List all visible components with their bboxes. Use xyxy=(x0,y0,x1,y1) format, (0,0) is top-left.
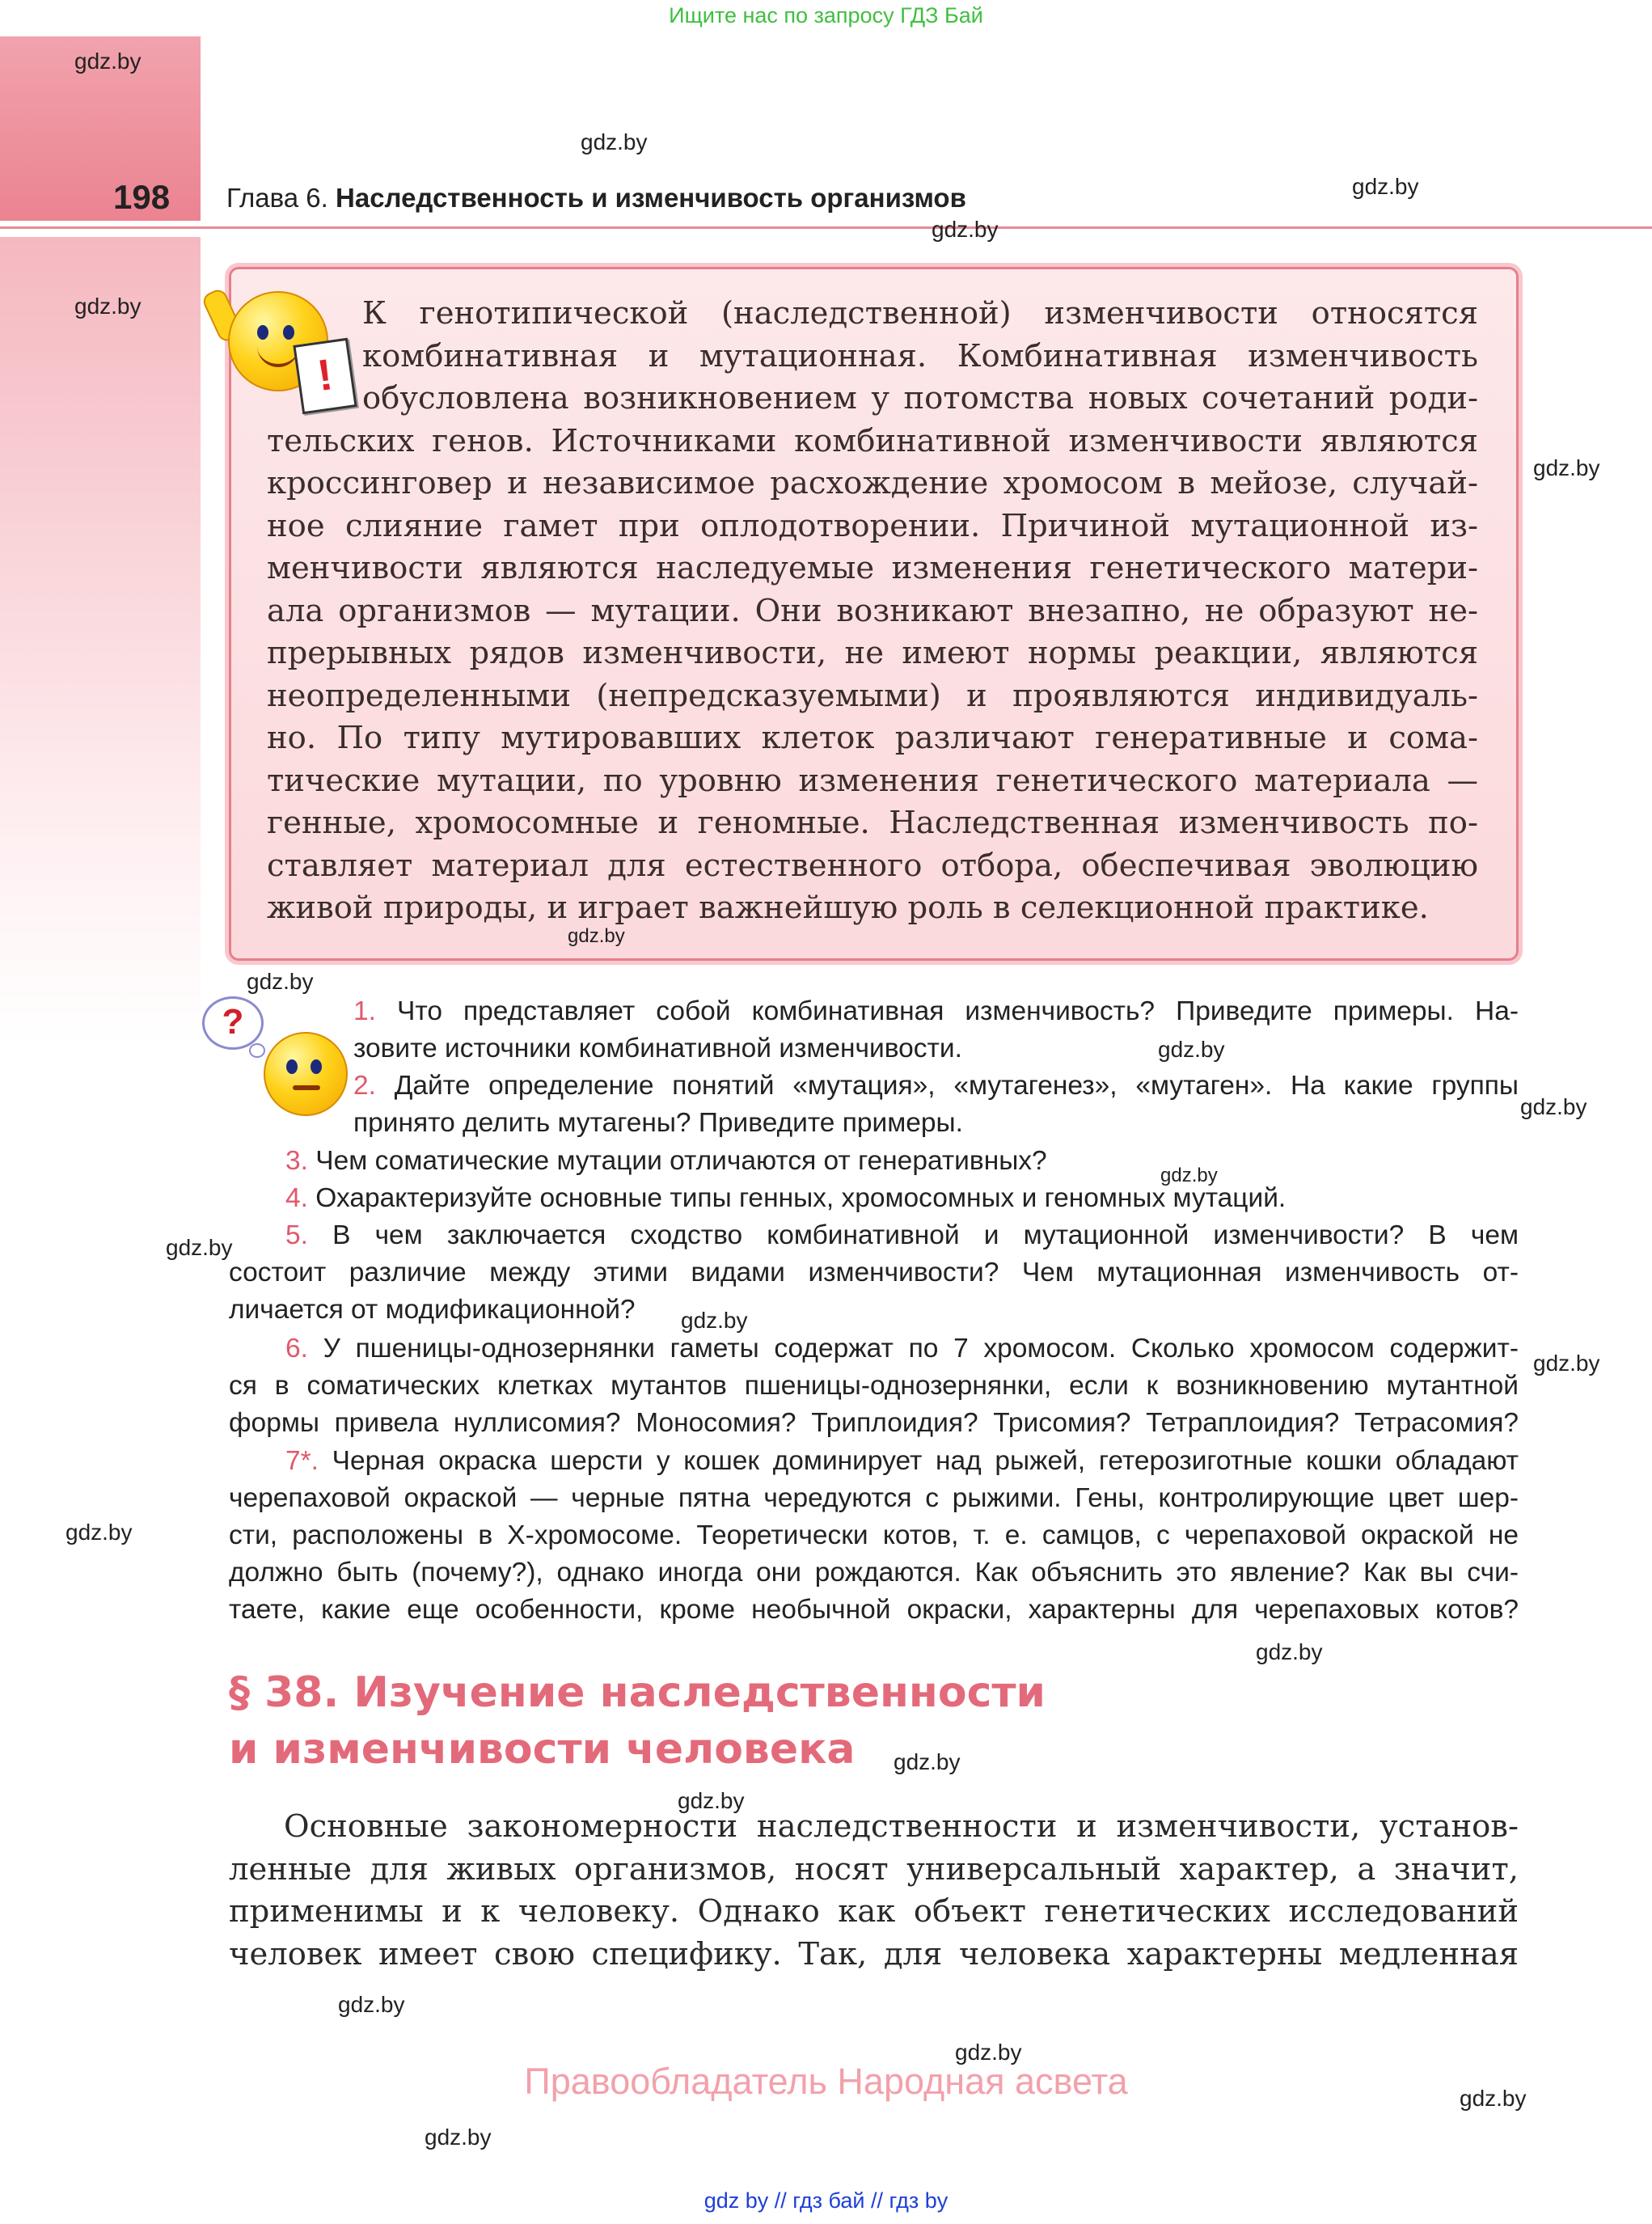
watermark: gdz.by xyxy=(425,2125,492,2150)
info-line: кроссинговер и независимое расхождение хромосом в мейозе, случай- xyxy=(267,465,1478,501)
watermark: gdz.by xyxy=(1352,174,1419,199)
question-text: Черная окраска шерсти у кошек доминирует над рыжей, гетерозиготные кошки обладают xyxy=(332,1446,1519,1476)
watermark: gdz.by xyxy=(681,1308,748,1333)
question-text: таете, какие еще особенности, кроме необычной окраски, характерны для черепаховых котов? xyxy=(229,1595,1519,1625)
side-gradient-strip xyxy=(0,237,201,1046)
question-number: 5. xyxy=(285,1220,308,1250)
body-line: человек имеет свою специфику. Так, для человека характерны медленная xyxy=(229,1935,1519,1972)
info-line: но. По типу мутировавших клеток различают генеративные и сома- xyxy=(267,720,1478,756)
info-line: ное слияние гамет при оплодотворении. Причиной мутационной из- xyxy=(267,507,1478,544)
question-text: Дайте определение понятий «мутация», «мутагенез», «мутаген». На какие группы xyxy=(394,1071,1519,1101)
question-text: ся в соматических клетках мутантов пшеницы-однозернянки, если к возникновению мутантной xyxy=(229,1371,1519,1401)
chapter-prefix: Глава 6. xyxy=(226,183,328,213)
question-number: 1. xyxy=(353,996,376,1026)
question-text: принято делить мутагены? Приведите примеры. xyxy=(353,1108,963,1138)
question-text: Что представляет собой комбинативная изменчивость? Приведите примеры. На- xyxy=(397,996,1519,1026)
watermark: gdz.by xyxy=(166,1235,233,1260)
info-line: генные, хромосомные и геномные. Наследственная изменчивость по- xyxy=(267,805,1478,841)
watermark: gdz.by xyxy=(74,49,142,74)
info-line: обусловлена возникновением у потомства новых сочетаний роди- xyxy=(362,380,1478,416)
question-text: Охарактеризуйте основные типы генных, хромосомных и геномных мутаций. xyxy=(315,1183,1287,1213)
question-text: В чем заключается сходство комбинативной и мутационной изменчивости? В чем xyxy=(332,1220,1519,1250)
info-line: ала организмов — мутации. Они возникают внезапно, не образуют не- xyxy=(267,592,1478,629)
info-line: ставляет материал для естественного отбора, обеспечивая эволюцию xyxy=(267,847,1478,884)
question-text: Чем соматические мутации отличаются от генеративных? xyxy=(315,1146,1047,1176)
body-text xyxy=(229,1806,1519,1976)
smiley-question-icon: ? xyxy=(202,996,348,1118)
info-line: комбинативная и мутационная. Комбинативная изменчивость xyxy=(362,337,1478,374)
question-text: У пшеницы-однозернянки гаметы содержат по 7 хромосом. Сколько хромосом содержит- xyxy=(323,1334,1519,1364)
question-text: зовите источники комбинативной изменчивости. xyxy=(353,1034,962,1063)
question-number: 2. xyxy=(353,1071,376,1101)
watermark: gdz.by xyxy=(1158,1037,1225,1062)
question-number: 4. xyxy=(285,1183,308,1213)
question-text: сти, расположены в X-хромосоме. Теоретически котов, т. е. самцов, с черепаховой окраской не xyxy=(229,1520,1519,1550)
section-title-line: § 38. Изучение наследственности xyxy=(229,1668,1046,1717)
question-text: личается от модификационной? xyxy=(229,1295,636,1325)
body-line: ленные для живых организмов, носят универсальный характер, а значит, xyxy=(229,1850,1519,1888)
watermark: gdz.by xyxy=(955,2040,1022,2065)
question-text: состоит различие между этими видами изменчивости? Чем мутационная изменчивость от- xyxy=(229,1258,1519,1287)
body-line: применимы и к человеку. Однако как объект генетических исследований xyxy=(229,1893,1519,1930)
page-number: 198 xyxy=(113,178,171,216)
watermark: gdz.by xyxy=(932,217,999,242)
watermark: gdz.by xyxy=(1520,1094,1587,1119)
top-notice: Ищите нас по запросу ГДЗ Бай xyxy=(669,3,983,27)
question-item xyxy=(353,993,1519,1068)
info-line: тические мутации, по уровню изменения генетического материала — xyxy=(267,762,1478,799)
question-item xyxy=(229,1443,1519,1629)
question-item xyxy=(353,1068,1519,1142)
footer-links[interactable]: gdz by // гдз бай // гдз by xyxy=(703,2188,949,2213)
watermark: gdz.by xyxy=(568,925,625,947)
chapter-title: Наследственность и изменчивость организмов xyxy=(336,183,966,213)
question-item xyxy=(285,1180,1519,1217)
watermark: gdz.by xyxy=(678,1788,745,1813)
question-item xyxy=(229,1217,1519,1329)
section-title-line: и изменчивости человека xyxy=(229,1725,856,1774)
body-line: Основные закономерности наследственности и изменчивости, установ- xyxy=(284,1808,1519,1845)
question-text: должно быть (почему?), однако иногда они рождаются. Как объяснить это явление? Как вы счи- xyxy=(229,1558,1519,1588)
watermark: gdz.by xyxy=(74,294,142,319)
watermark: gdz.by xyxy=(1533,1351,1600,1376)
copyright-notice: Правообладатель Народная асвета xyxy=(524,2061,1128,2102)
watermark: gdz.by xyxy=(247,969,314,994)
question-item xyxy=(285,1143,1519,1180)
info-line: неопределенными (непредсказуемыми) и проявляются индивидуаль- xyxy=(267,677,1478,714)
question-text: черепаховой окраской — черные пятна чередуются с рыжими. Гены, контролирующие цвет шер- xyxy=(229,1483,1519,1513)
question-item xyxy=(229,1330,1519,1442)
watermark: gdz.by xyxy=(65,1520,133,1545)
question-number: 3. xyxy=(285,1146,308,1176)
watermark: gdz.by xyxy=(581,129,648,154)
question-number: 7*. xyxy=(285,1446,319,1476)
watermark: gdz.by xyxy=(338,1992,405,2017)
watermark: gdz.by xyxy=(894,1749,961,1774)
info-line: менчивости являются наследуемые изменения генетического матери- xyxy=(267,550,1478,586)
watermark: gdz.by xyxy=(1533,455,1600,480)
info-line: К генотипической (наследственной) изменчивости относятся xyxy=(362,295,1478,332)
header-rule xyxy=(0,226,1652,229)
info-text xyxy=(267,293,1478,930)
question-number: 6. xyxy=(285,1334,308,1364)
watermark: gdz.by xyxy=(1460,2086,1527,2111)
watermark: gdz.by xyxy=(1256,1639,1323,1664)
info-line: тельских генов. Источниками комбинативной изменчивости являются xyxy=(267,422,1478,459)
chapter-heading xyxy=(226,183,966,214)
question-text: формы привела нуллисомия? Моносомия? Триплоидия? Трисомия? Тетраплоидия? Тетрасомия? xyxy=(229,1408,1519,1438)
watermark: gdz.by xyxy=(1160,1165,1218,1186)
info-line: живой природы, и играет важнейшую роль в селекционной практике. xyxy=(267,890,1429,926)
smiley-exclamation-icon: ! xyxy=(202,275,356,421)
info-line: прерывных рядов изменчивости, не имеют нормы реакции, являются xyxy=(267,635,1478,671)
